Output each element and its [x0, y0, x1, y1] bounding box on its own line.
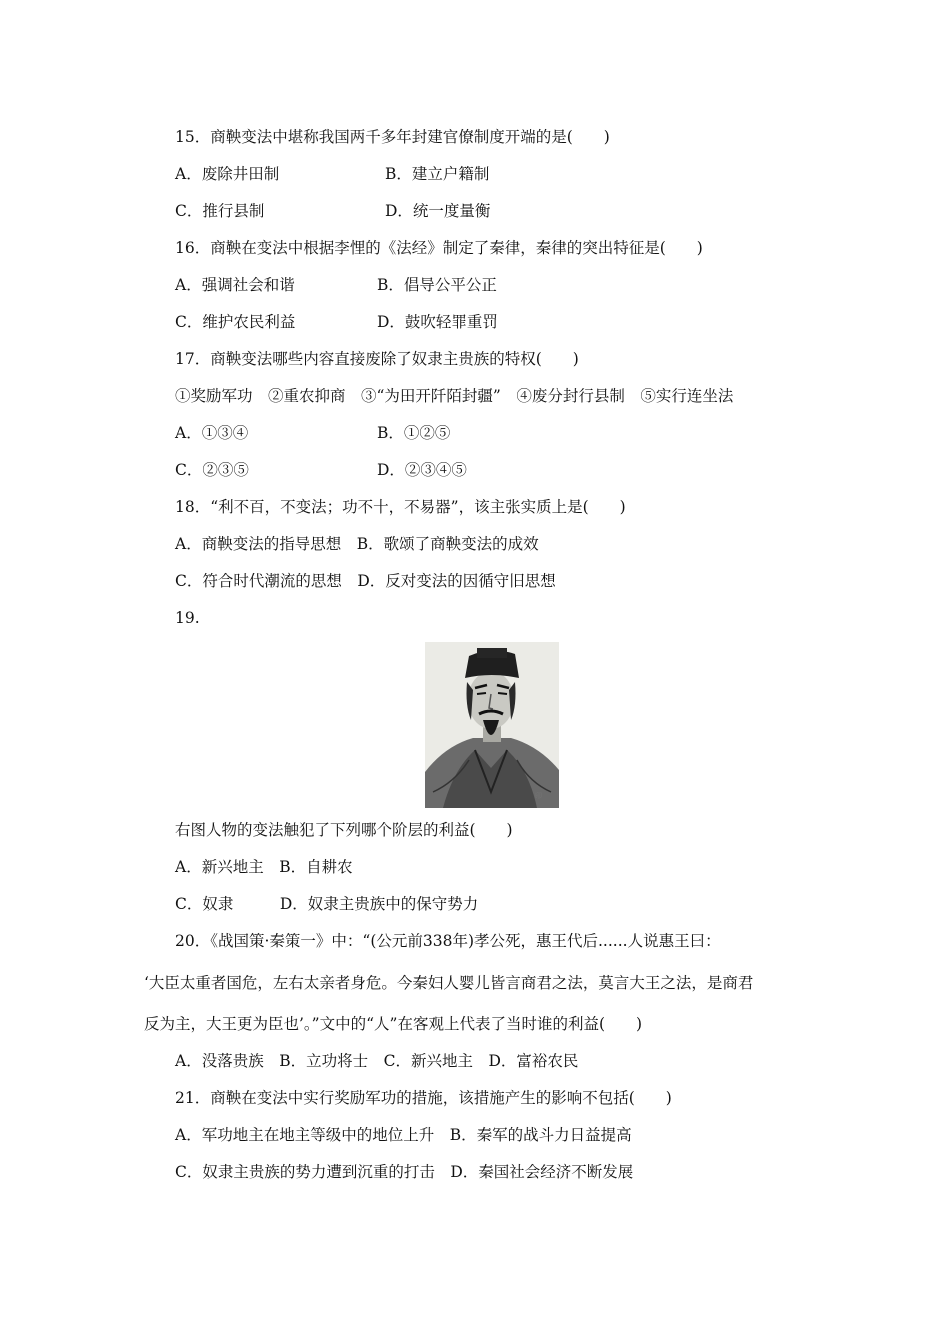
- question-19-stem: 右图人物的变法触犯了下列哪个阶层的利益( ): [175, 821, 513, 839]
- q18-options-ab: A．商鞅变法的指导思想 B．歌颂了商鞅变法的成效: [175, 535, 539, 553]
- q15-option-b: B．建立户籍制: [385, 165, 490, 183]
- q15-option-a: A．废除井田制: [175, 165, 280, 183]
- q21-options-ab: A．军功地主在地主等级中的地位上升 B．秦军的战斗力日益提高: [175, 1126, 632, 1144]
- question-20-line-3: 反为主，大王更为臣也’。”文中的“人”在客观上代表了当时谁的利益( ): [144, 1015, 643, 1033]
- question-16-stem: 16．商鞅在变法中根据李悝的《法经》制定了秦律，秦律的突出特征是( ): [175, 239, 703, 257]
- q17-items: ①奖励军功 ②重农抑商 ③“为田开阡陌封疆” ④废分封行县制 ⑤实行连坐法: [175, 387, 734, 405]
- question-21-stem: 21．商鞅在变法中实行奖励军功的措施，该措施产生的影响不包括( ): [175, 1089, 672, 1107]
- q17-option-d: D．②③④⑤: [377, 461, 467, 479]
- q19-options-cd: C．奴隶 D．奴隶主贵族中的保守势力: [175, 895, 479, 913]
- q17-option-c: C．②③⑤: [175, 461, 249, 479]
- q15-option-d: D．统一度量衡: [385, 202, 491, 220]
- q16-option-a: A．强调社会和谐: [175, 276, 295, 294]
- q15-option-c: C．推行县制: [175, 202, 265, 220]
- q21-options-cd: C．奴隶主贵族的势力遭到沉重的打击 D．秦国社会经济不断发展: [175, 1163, 634, 1181]
- q17-option-a: A．①③④: [175, 424, 249, 442]
- q20-options: A．没落贵族 B．立功将士 C．新兴地主 D．富裕农民: [175, 1052, 579, 1070]
- question-15-stem: 15．商鞅变法中堪称我国两千多年封建官僚制度开端的是( ): [175, 128, 610, 146]
- shang-yang-portrait: [425, 642, 559, 808]
- q18-options-cd: C．符合时代潮流的思想 D．反对变法的因循守旧思想: [175, 572, 556, 590]
- q16-option-b: B．倡导公平公正: [377, 276, 497, 294]
- question-17-stem: 17．商鞅变法哪些内容直接废除了奴隶主贵族的特权( ): [175, 350, 579, 368]
- q19-options-ab: A．新兴地主 B．自耕农: [175, 858, 353, 876]
- question-20-line-1: 20．《战国策·秦策一》中：“(公元前338年)孝公死，惠王代后......人说惠王曰：: [175, 932, 721, 950]
- question-20-line-2: ‘大臣太重者国危，左右太亲者身危。今秦妇人婴儿皆言商君之法，莫言大王之法，是商君: [144, 974, 754, 992]
- question-19-number: 19.: [175, 609, 200, 627]
- q16-option-d: D．鼓吹轻罪重罚: [377, 313, 498, 331]
- svg-text:印: 印: [535, 792, 542, 800]
- q17-option-b: B．①②⑤: [377, 424, 451, 442]
- question-18-stem: 18．“利不百，不变法；功不十，不易器”，该主张实质上是( ): [175, 498, 626, 516]
- q16-option-c: C．维护农民利益: [175, 313, 296, 331]
